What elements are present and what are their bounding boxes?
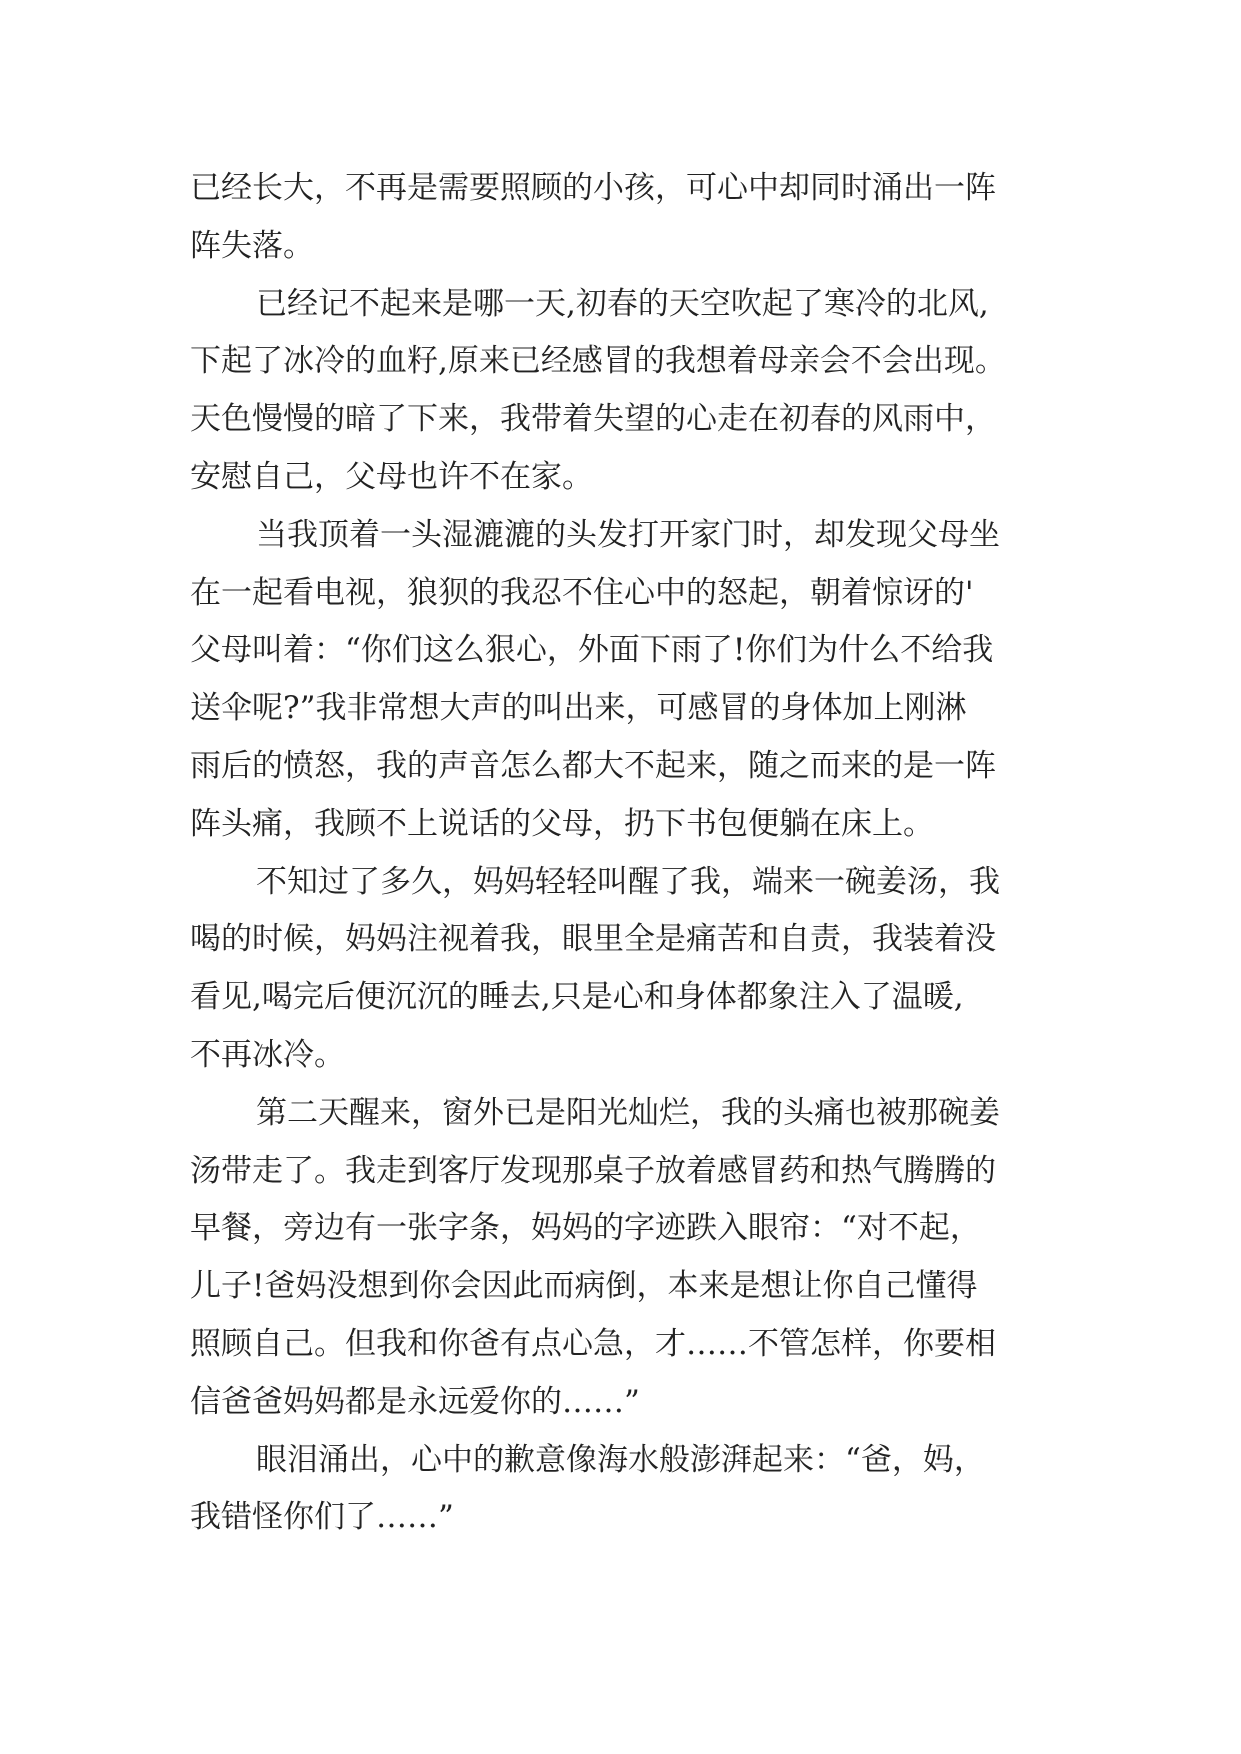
text-line: 已经长大，不再是需要照顾的小孩，可心中却同时涌出一阵 (190, 170, 996, 206)
text-line: 雨后的愤怒，我的声音怎么都大不起来，随之而来的是一阵 (190, 747, 996, 784)
text-line: 阵失落。 (190, 227, 314, 264)
text-line: 汤带走了。我走到客厅发现那桌子放着感冒药和热气腾腾的 (190, 1152, 996, 1189)
text-line: 父母叫着：“你们这么狠心，外面下雨了!你们为什么不给我 (190, 632, 994, 669)
text-line: 早餐，旁边有一张字条，妈妈的字迹跌入眼帘：“对不起， (190, 1210, 981, 1247)
body-text (190, 160, 1060, 1547)
text-line: 送伞呢?”我非常想大声的叫出来，可感冒的身体加上刚淋 (190, 690, 967, 727)
text-line: 天色慢慢的暗了下来，我带着失望的心走在初春的风雨中， (190, 401, 996, 438)
paragraph-start-line: 当我顶着一头湿漉漉的头发打开家门时，却发现父母坐 (256, 516, 1000, 553)
text-line: 看见,喝完后便沉沉的睡去,只是心和身体都象注入了温暖, (190, 979, 964, 1016)
text-line: 照顾自己。但我和你爸有点心急，才……不管怎样，你要相 (190, 1325, 996, 1362)
text-line: 喝的时候，妈妈注视着我，眼里全是痛苦和自责，我装着没 (190, 921, 996, 958)
text-line: 不再冰冷。 (190, 1036, 345, 1073)
paragraph-start-line: 第二天醒来，窗外已是阳光灿烂，我的头痛也被那碗姜 (256, 1094, 1000, 1131)
text-line: 下起了冰冷的血籽,原来已经感冒的我想着母亲会不会出现。 (190, 343, 1006, 380)
paragraph-start-line: 眼泪涌出，心中的歉意像海水般澎湃起来：“爸，妈， (256, 1441, 985, 1478)
text-line: 我错怪你们了……” (190, 1499, 454, 1536)
text-line: 信爸爸妈妈都是永远爱你的……” (190, 1383, 640, 1420)
text-line: 阵头痛，我顾不上说话的父母，扔下书包便躺在床上。 (190, 805, 934, 842)
paragraph-start-line: 不知过了多久，妈妈轻轻叫醒了我，端来一碗姜汤，我 (256, 863, 1000, 900)
text-line: 在一起看电视，狼狈的我忍不住心中的怒起，朝着惊讶的' (190, 574, 974, 611)
paragraph-start-line: 已经记不起来是哪一天,初春的天空吹起了寒冷的北风, (256, 285, 989, 322)
text-line: 儿子!爸妈没想到你会因此而病倒，本来是想让你自己懂得 (190, 1268, 978, 1305)
text-line: 安慰自己，父母也许不在家。 (190, 458, 593, 495)
